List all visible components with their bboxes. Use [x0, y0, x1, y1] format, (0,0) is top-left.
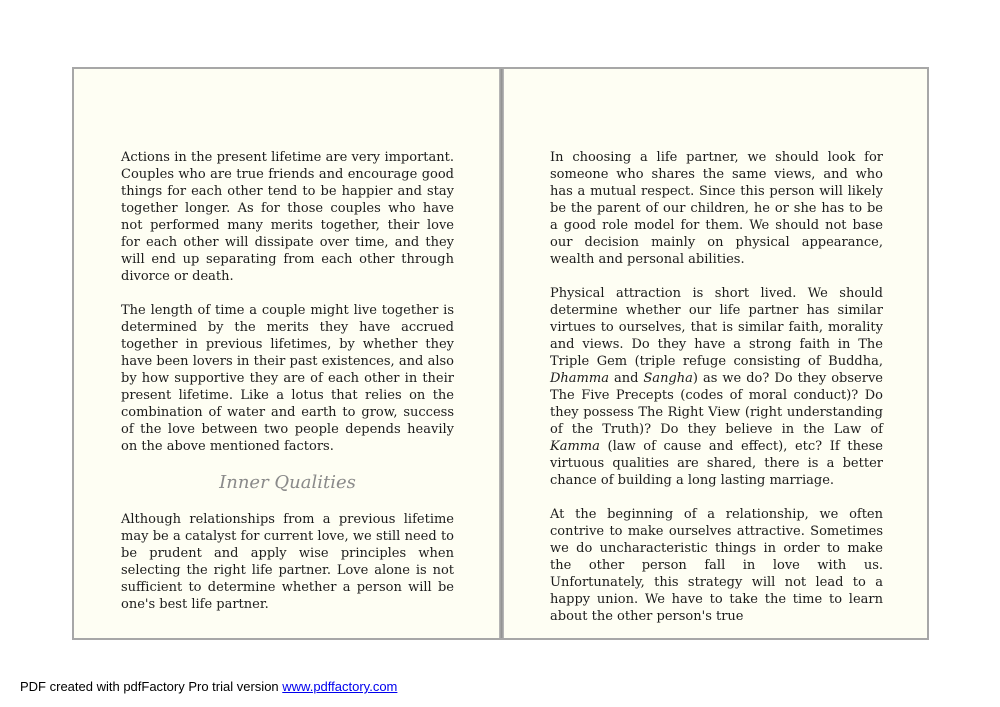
text-run: and: [608, 371, 644, 386]
footer-text: PDF created with pdfFactory Pro trial version: [20, 679, 283, 694]
term-sangha: Sangha: [643, 371, 693, 386]
left-page: [121, 149, 454, 630]
pdf-footer: [20, 679, 397, 694]
left-paragraph-2: The length of time a couple might live together is determined by the merits they have accrued together in previous lifetimes, by whether they have been lovers in their past existences, and also by how supportive they are of each other in their present lifetime. Like a lotus that relies on the combination of water and earth to grow, success of the love between two people depends heavily on the above mentioned factors.: [121, 303, 454, 454]
term-kamma: Kamma: [550, 439, 600, 454]
book-spine: [499, 69, 504, 638]
left-paragraph-3: Although relationships from a previous lifetime may be a catalyst for current love, we still need to be prudent and apply wise principles when selecting the right life partner. Love alone is not sufficient to determine whether a person will be one's best life partner.: [121, 512, 454, 612]
right-paragraph-1: In choosing a life partner, we should look for someone who shares the same views, and who has a mutual respect. Since this person will likely be the parent of our children, he or she has to be a good role model for them. We should not base our decision mainly on physical appearance, wealth and personal abilities.: [550, 150, 883, 267]
left-paragraph-1: Actions in the present lifetime are very important. Couples who are true friends and encourage good things for each other tend to be happier and stay together longer. As for those couples who have not performed many merits together, their love for each other will dissipate over time, and they will end up separating from each other through divorce or death.: [121, 150, 454, 284]
text-run: ) as we do? Do they observe The Five Precepts (codes of moral conduct)? Do they possess The Right View (right understanding of the Truth)? Do they believe in the Law of: [550, 371, 883, 437]
section-heading: Inner Qualities: [219, 472, 356, 493]
term-dhamma: Dhamma: [550, 371, 609, 386]
text-run: (law of cause and effect), etc? If these virtuous qualities are shared, there is a better chance of building a long lasting marriage.: [550, 439, 883, 488]
book-spread: [72, 67, 929, 640]
right-page: [550, 149, 883, 642]
right-paragraph-2: [550, 285, 883, 489]
pdffactory-link[interactable]: www.pdffactory.com: [282, 679, 398, 694]
right-paragraph-3: At the beginning of a relationship, we often contrive to make ourselves attractive. Sometimes we do uncharacteristic things in order to make the other person fall in love with us. Unfortunately, this strategy will not lead to a happy union. We have to take the time to learn about the other person's true: [550, 507, 883, 624]
text-run: Physical attraction is short lived. We should determine whether our life partner has similar virtues to ourselves, that is similar faith, morality and views. Do they have a strong faith in The Triple Gem (triple refuge consisting of Buddha,: [550, 286, 883, 369]
